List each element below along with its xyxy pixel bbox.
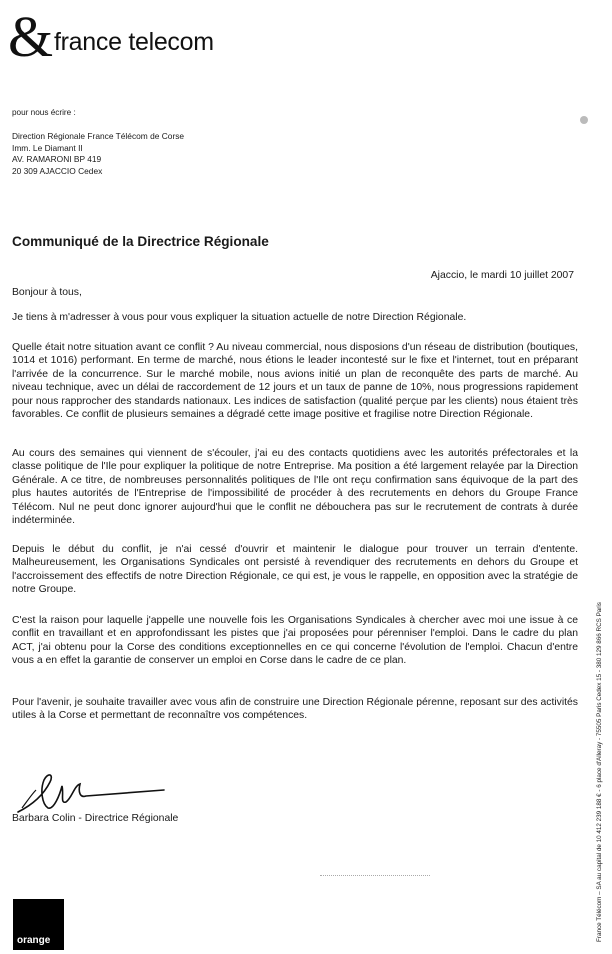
punch-hole-mark [580,116,588,124]
address-line: Direction Régionale France Télécom de Corse [12,131,185,141]
orange-logo-text: orange [17,935,51,946]
address-line: Imm. Le Diamant II [12,142,83,153]
contact-address [12,131,184,177]
paragraph: Au cours des semaines qui viennent de s'écouler, j'ai eu des contacts quotidiens avec les autorités préfectorales et la classe politique de l'Ile pour expliquer la politique de notre Entreprise. Ma position a été largement relayée par la Direction Générale. A ce titre, de nombreuses personnalités politiques de l'Ile ont reçu confirmation sans équivoque de la part des plus hautes autorités de l'Entreprise de l'impossibilité de procéder à des recrutements en dehors du Groupe France Télécom. Nul ne peut donc ignorer aujourd'hui que le conflit ne débouchera pas sur le recrutement de contrats à durée indéterminée. [12,448,578,527]
orange-logo [13,899,64,950]
paragraph: Quelle était notre situation avant ce conflit ? Au niveau commercial, nous disposions d'un réseau de distribution (boutiques, 1014 et 1016) performant. En terme de marché, nous étions le leader incontesté sur le fixe et l'internet, tout en préparant l'arrivée de la concurrence. Sur le marché mobile, nous avions initié un plan de reconquête des parts de marché. Au niveau technique, avec un délai de raccordement de 12 jours et un taux de panne de 10%, nous progressions rapidement pour nous rapprocher des standards nationaux. Les indices de satisfaction (qualité perçue par les clients) nous étaient très favorables. Ce conflit de plusieurs semaines a dégradé cette image positive et fragilise notre Direction Régionale. [12,342,578,421]
paragraph: Pour l'avenir, je souhaite travailler avec vous afin de construire une Direction Régionale pérenne, reposant sur des activités utiles à la Corse et permettant de reconnaître vos compétences. [12,697,578,722]
legal-notice: France Télécom – SA au capital de 10 412 239 188 € - 6 place d'Alleray - 75505 Paris Cedex 15 - 380 129 866 RCS Paris [596,602,603,942]
paragraph: Depuis le début du conflit, je n'ai cessé d'ouvrir et maintenir le dialogue pour trouver un terrain d'entente. Malheureusement, les Organisations Syndicales ont persisté à revendiquer des recrutements en dehors du Groupe et l'accroissement des effectifs de notre Direction Régionale, ce qui est, je vous le rappelle, en opposition avec la stratégie de notre Groupe. [12,544,578,596]
letter-date: Ajaccio, le mardi 10 juillet 2007 [430,270,574,281]
paragraph: Je tiens à m'adresser à vous pour vous expliquer la situation actuelle de notre Direction Régionale. [12,312,467,323]
signer-name: Barbara Colin - Directrice Régionale [12,813,179,824]
logo-brand-text: france telecom [54,28,214,56]
letter-title: Communiqué de la Directrice Régionale [12,234,269,249]
contact-label: pour nous écrire : [12,108,76,117]
address-line: 20 309 AJACCIO Cedex [12,165,103,176]
divider [320,875,430,876]
letter-greeting: Bonjour à tous, [12,287,82,298]
logo-ampersand: & [8,4,54,69]
paragraph: C'est la raison pour laquelle j'appelle une nouvelle fois les Organisations Syndicales à chercher avec moi une issue à ce conflit en travaillant et en approfondissant les pistes que j'ai proposées pour pérenniser l'emploi. Dans le cadre du plan ACT, j'ai obtenu pour la Corse des conditions exceptionnelles en ce qui concerne l'évolution de l'emploi. Chacun d'entre vous a en effet la garantie de conserver un emploi en Corse dans le cadre de ce plan. [12,615,578,667]
address-line: AV. RAMARONI BP 419 [12,154,102,164]
